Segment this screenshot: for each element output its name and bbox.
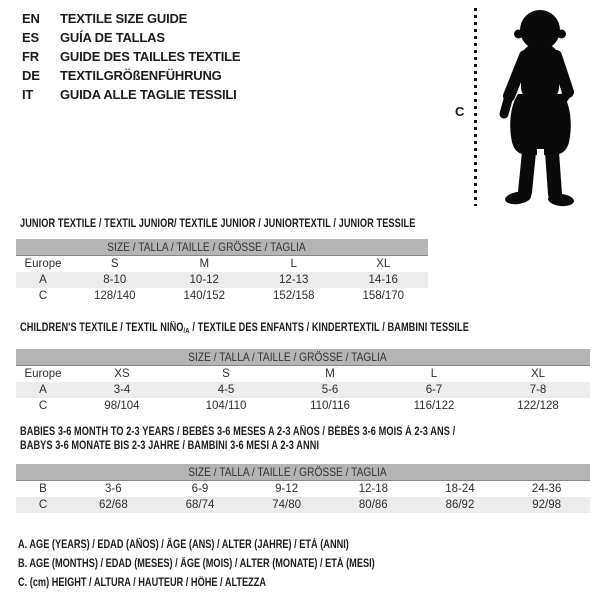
height-measure-label: C — [455, 104, 465, 119]
size-cell: 4-5 — [174, 382, 278, 398]
height-measure-dashed-line — [474, 8, 477, 206]
size-cell: L — [290, 258, 297, 270]
row-label: C — [38, 290, 48, 302]
size-header-row — [16, 349, 590, 366]
lang-code: EN — [22, 11, 40, 26]
lang-code: DE — [22, 68, 40, 83]
size-header-row — [16, 464, 590, 481]
size-cell: XL — [376, 258, 391, 270]
lang-code: IT — [22, 87, 34, 102]
lang-row-es — [22, 28, 240, 47]
language-guide-list — [22, 9, 240, 104]
size-cell: 9-12 — [275, 483, 299, 495]
size-header: SIZE / TALLA / TAILLE / GRÖSSE / TAGLIA — [16, 239, 428, 256]
row-label: Europe — [24, 258, 62, 270]
size-cell: M — [325, 368, 335, 380]
size-cell: 122/128 — [517, 400, 559, 412]
row-label: Europe — [24, 368, 62, 380]
size-cell: 3-6 — [105, 483, 122, 495]
table-row-europe — [16, 256, 428, 273]
size-cell: 14-16 — [339, 272, 429, 288]
junior-table-title: JUNIOR TEXTILE / TEXTIL JUNIOR/ TEXTILE JUNIOR / JUNIORTEXTIL / JUNIOR TESSILE — [20, 218, 416, 230]
size-cell: XL — [530, 368, 546, 380]
size-cell: XS — [114, 368, 130, 380]
lang-code: ES — [22, 30, 39, 45]
lang-row-it — [22, 85, 240, 104]
table-row-europe — [16, 366, 590, 383]
table-row-height — [16, 398, 590, 414]
size-cell: 6-7 — [382, 382, 486, 398]
babies-title-line-2: BABYS 3-6 MONATE BIS 2-3 JAHRE / BAMBINI 3-6 MESI A 2-3 ANNI — [20, 440, 320, 452]
size-cell: 104/110 — [205, 400, 247, 412]
size-cell: 24-36 — [531, 483, 562, 495]
children-size-table — [16, 349, 590, 414]
size-cell: 98/104 — [104, 400, 140, 412]
size-cell: 92/98 — [503, 497, 590, 513]
lang-row-en — [22, 9, 240, 28]
table-row-height — [16, 288, 428, 304]
size-cell: 62/68 — [70, 497, 157, 513]
size-cell: 68/74 — [157, 497, 244, 513]
size-cell: 80/86 — [330, 497, 417, 513]
size-cell: 5-6 — [278, 382, 382, 398]
size-cell: 116/122 — [413, 400, 455, 412]
row-label: B — [39, 483, 47, 495]
size-header: SIZE / TALLA / TAILLE / GRÖSSE / TAGLIA — [16, 464, 590, 481]
table-row-height — [16, 497, 590, 513]
size-cell: M — [199, 258, 210, 270]
lang-code: FR — [22, 49, 39, 64]
size-cell: 3-4 — [70, 382, 174, 398]
size-cell: S — [110, 258, 119, 270]
size-header-row — [16, 239, 428, 256]
size-cell: 158/170 — [362, 290, 405, 302]
size-cell: 7-8 — [486, 382, 590, 398]
title-subscript: /A — [183, 326, 190, 335]
size-cell: 110/116 — [310, 400, 350, 412]
babies-size-table — [16, 464, 590, 513]
lang-row-fr — [22, 47, 240, 66]
size-cell: 8-10 — [70, 272, 160, 288]
size-cell: S — [222, 368, 230, 380]
size-header: SIZE / TALLA / TAILLE / GRÖSSE / TAGLIA — [16, 349, 590, 366]
size-cell: 86/92 — [417, 497, 504, 513]
legend-line-a: A. AGE (YEARS) / EDAD (AÑOS) / ÂGE (ANS) / ALTER (JAHRE) / ETÀ (ANNI) — [18, 539, 349, 551]
size-cell: 12-13 — [249, 272, 339, 288]
size-cell: 74/80 — [243, 497, 330, 513]
lang-label: GUIDE DES TAILLES TEXTILE — [60, 49, 241, 64]
size-cell: 128/140 — [93, 290, 136, 302]
row-label: C — [38, 400, 48, 412]
lang-label: GUIDA ALLE TAGLIE TESSILI — [60, 87, 237, 102]
size-cell: L — [430, 368, 438, 380]
lang-label: GUÍA DE TALLAS — [60, 30, 165, 45]
size-cell: 12-18 — [358, 483, 388, 495]
babies-table-title — [20, 425, 455, 453]
lang-row-de — [22, 66, 240, 85]
legend-line-c: C. (cm) HEIGHT / ALTURA / HAUTEUR / HÖHE / ALTEZZA — [18, 577, 267, 589]
measurement-legend — [18, 536, 464, 593]
legend-line-b: B. AGE (MONTHS) / EDAD (MESES) / ÂGE (MOIS) / ALTER (MONATE) / ETÀ (MESI) — [18, 558, 375, 570]
table-row-age — [16, 382, 590, 398]
size-cell: 6-9 — [191, 483, 209, 495]
size-cell: 18-24 — [445, 483, 475, 495]
lang-label: TEXTILGRÖßENFÜHRUNG — [60, 68, 222, 83]
size-cell: 152/158 — [272, 290, 315, 302]
table-row-age-months — [16, 481, 590, 498]
junior-size-table — [16, 239, 428, 304]
toddler-silhouette-image — [487, 6, 593, 207]
size-cell: 10-12 — [160, 272, 250, 288]
table-row-age — [16, 272, 428, 288]
row-label: C — [16, 497, 70, 513]
size-cell: 140/152 — [183, 290, 226, 302]
babies-title-line-1: BABIES 3-6 MONTH TO 2-3 YEARS / BEBÉS 3-6 MESES A 2-3 AÑOS / BÉBÉS 3-6 MOIS À 2-3 ANS / — [20, 426, 456, 438]
row-label: A — [16, 382, 70, 398]
children-table-title: CHILDREN'S TEXTILE / TEXTIL NIÑO/A / TEXTILE DES ENFANTS / KINDERTEXTIL / BAMBINI TESSILE — [20, 322, 469, 335]
lang-label: TEXTILE SIZE GUIDE — [60, 11, 188, 26]
row-label: A — [16, 272, 70, 288]
